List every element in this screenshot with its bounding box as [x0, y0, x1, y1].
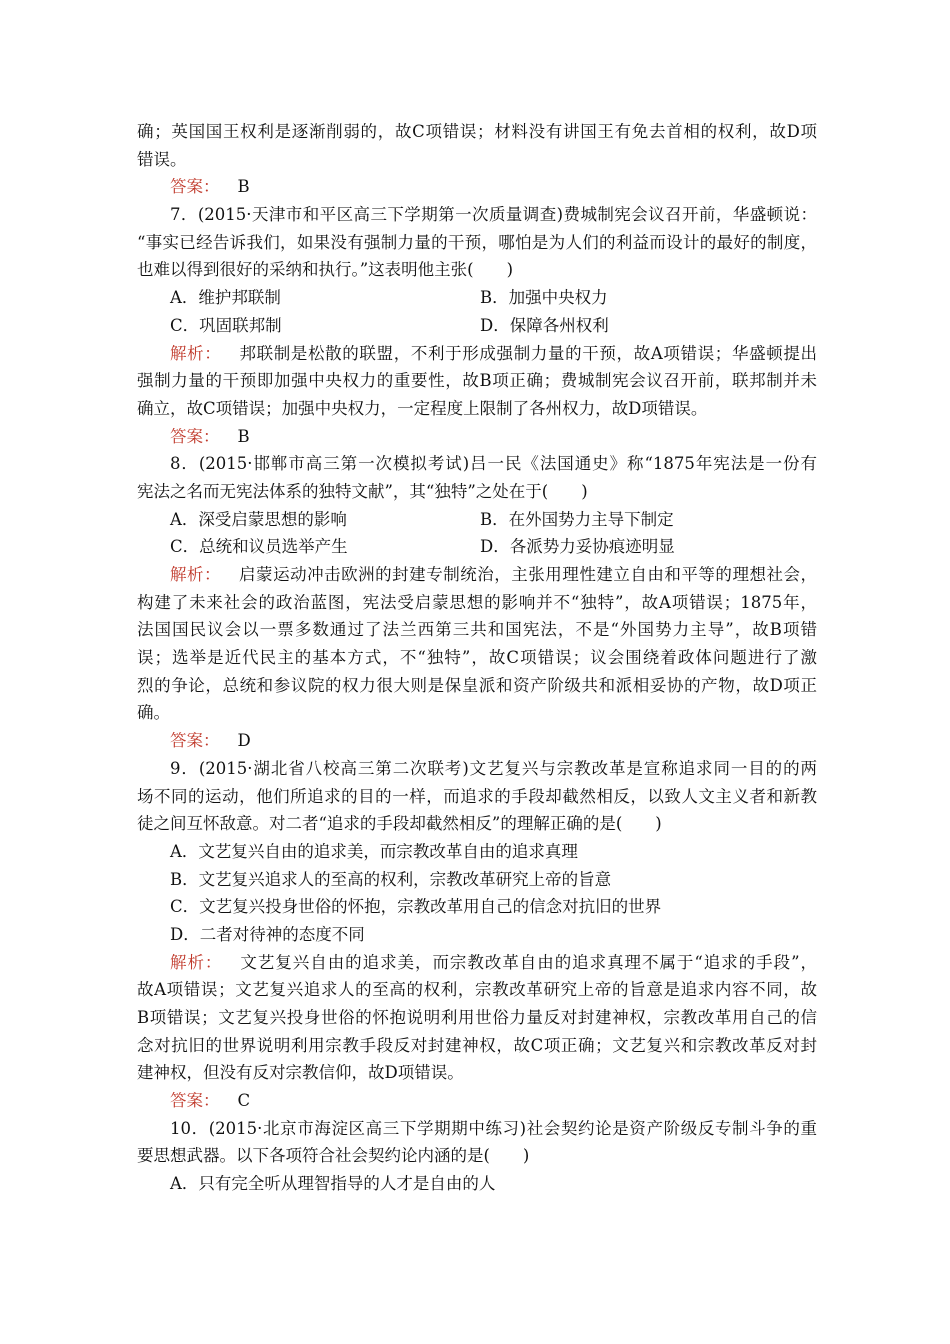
analysis-label: 解析： [170, 343, 222, 363]
option-d: D．各派势力妥协痕迹明显 [480, 537, 675, 557]
answer-label: 答案： [170, 1091, 220, 1111]
analysis-line: 烈的争论，总统和参议院的权力很大则是保皇派和资产阶级共和派相妥协的产物，故D项正 [137, 675, 817, 695]
question-9-stem: 9．(2015·湖北省八校高三第二次联考)文艺复兴与宗教改革是宣称追求同一目的的两 [170, 758, 817, 778]
option-d: D．二者对待神的态度不同 [170, 924, 365, 944]
analysis-line: 故A项错误；文艺复兴追求人的至高的权利，宗教改革研究上帝的旨意是追求内容不同，故 [137, 980, 817, 1000]
question-7-stem: “事实已经告诉我们，如果没有强制力量的干预，哪怕是为人们的利益而设计的最好的制度， [137, 232, 817, 252]
analysis-line [137, 561, 817, 589]
answer-value: C [237, 1091, 251, 1111]
answer-line [137, 727, 817, 755]
option-a: A．维护邦联制 [170, 288, 281, 308]
analysis-line [137, 949, 817, 977]
option-a: A．深受启蒙思想的影响 [170, 509, 347, 529]
option-d: D．保障各州权利 [480, 315, 609, 335]
answer-line [137, 423, 817, 451]
answer-line [137, 1087, 817, 1115]
analysis-label: 解析： [170, 565, 222, 584]
question-7-stem: 7．(2015·天津市和平区高三下学期第一次质量调查)费城制宪会议召开前，华盛顿说： [170, 205, 817, 225]
question-9-stem: 徒之间互怀敌意。对二者“追求的手段却截然相反”的理解正确的是( ) [137, 814, 662, 834]
question-7-options [137, 312, 817, 340]
analysis-line [137, 340, 817, 368]
answer-label: 答案： [170, 177, 220, 197]
analysis-line: 误；选举是近代民主的基本方式，不“独特”，故C项错误；议会围绕着政体问题进行了激 [137, 648, 817, 668]
analysis-text: 文艺复兴自由的追求美，而宗教改革自由的追求真理不属于“追求的手段”， [240, 952, 817, 972]
option-b: B．加强中央权力 [480, 288, 608, 308]
question-7-stem: 也难以得到很好的采纳和执行。”这表明他主张( ) [137, 260, 514, 280]
analysis-text: 启蒙运动冲击欧洲的封建专制统治，主张用理性建立自由和平等的理想社会， [239, 565, 817, 584]
analysis-line: 确。 [137, 703, 170, 723]
analysis-line: 构建了未来社会的政治蓝图，宪法受启蒙思想的影响并不“独特”，故A项错误；1875年， [137, 592, 817, 612]
option-c: C．文艺复兴投身世俗的怀抱，宗教改革用自己的信念对抗旧的世界 [170, 897, 662, 917]
question-8-stem: 8．(2015·邯郸市高三第一次模拟考试)吕一民《法国通史》称“1875年宪法是一份有 [170, 454, 817, 474]
option-c: C．巩固联邦制 [170, 315, 282, 335]
option-b: B．在外国势力主导下制定 [480, 509, 674, 529]
text-line: 确；英国国王权利是逐渐削弱的，故C项错误；材料没有讲国王有免去首相的权利，故D项 [137, 122, 817, 141]
question-9-stem: 场不同的运动，他们所追求的目的一样，而追求的手段却截然相反，以致人文主义者和新教 [137, 786, 817, 806]
analysis-line: 确立，故C项错误；加强中央权力，一定程度上限制了各州权力，故D项错误。 [137, 398, 708, 418]
analysis-line: 建神权，但没有反对宗教信仰，故D项错误。 [137, 1063, 464, 1083]
analysis-label: 解析： [170, 952, 223, 972]
answer-value: B [237, 177, 250, 197]
option-c: C．总统和议员选举产生 [170, 537, 348, 557]
analysis-text: 邦联制是松散的联盟，不利于形成强制力量的干预，故A项错误；华盛顿提出 [239, 343, 817, 363]
analysis-line: 强制力量的干预即加强中央权力的重要性，故B项正确；费城制宪会议召开前，联邦制并未 [137, 371, 817, 391]
question-8-stem: 宪法之名而无宪法体系的独特文献”，其“独特”之处在于( ) [137, 481, 588, 501]
question-7-options [137, 284, 817, 312]
question-10-stem: 10．(2015·北京市海淀区高三下学期期中练习)社会契约论是资产阶级反专制斗争的重 [170, 1118, 817, 1138]
answer-value: B [237, 426, 250, 446]
option-b: B．文艺复兴追求人的至高的权利，宗教改革研究上帝的旨意 [170, 869, 612, 889]
question-8-options [137, 506, 817, 534]
question-10-stem: 要思想武器。以下各项符合社会契约论内涵的是( ) [137, 1146, 530, 1166]
option-a: A．文艺复兴自由的追求美，而宗教改革自由的追求真理 [170, 841, 578, 861]
answer-label: 答案： [170, 731, 220, 751]
answer-line [137, 173, 817, 201]
analysis-line: 念对抗旧的世界说明利用宗教手段反对封建神权，故C项正确；文艺复兴和宗教改革反对封 [137, 1035, 817, 1055]
analysis-line: 法国国民议会以一票多数通过了法兰西第三共和国宪法，不是“外国势力主导”，故B项错 [137, 620, 817, 640]
answer-label: 答案： [170, 426, 220, 446]
option-a: A．只有完全听从理智指导的人才是自由的人 [170, 1174, 496, 1194]
analysis-line: B项错误；文艺复兴投身世俗的怀抱说明利用世俗力量反对封建神权，宗教改革用自己的信 [137, 1008, 817, 1027]
answer-value: D [237, 731, 251, 751]
question-8-options [137, 533, 817, 561]
document-page [137, 118, 817, 1198]
text-line: 错误。 [137, 149, 187, 169]
